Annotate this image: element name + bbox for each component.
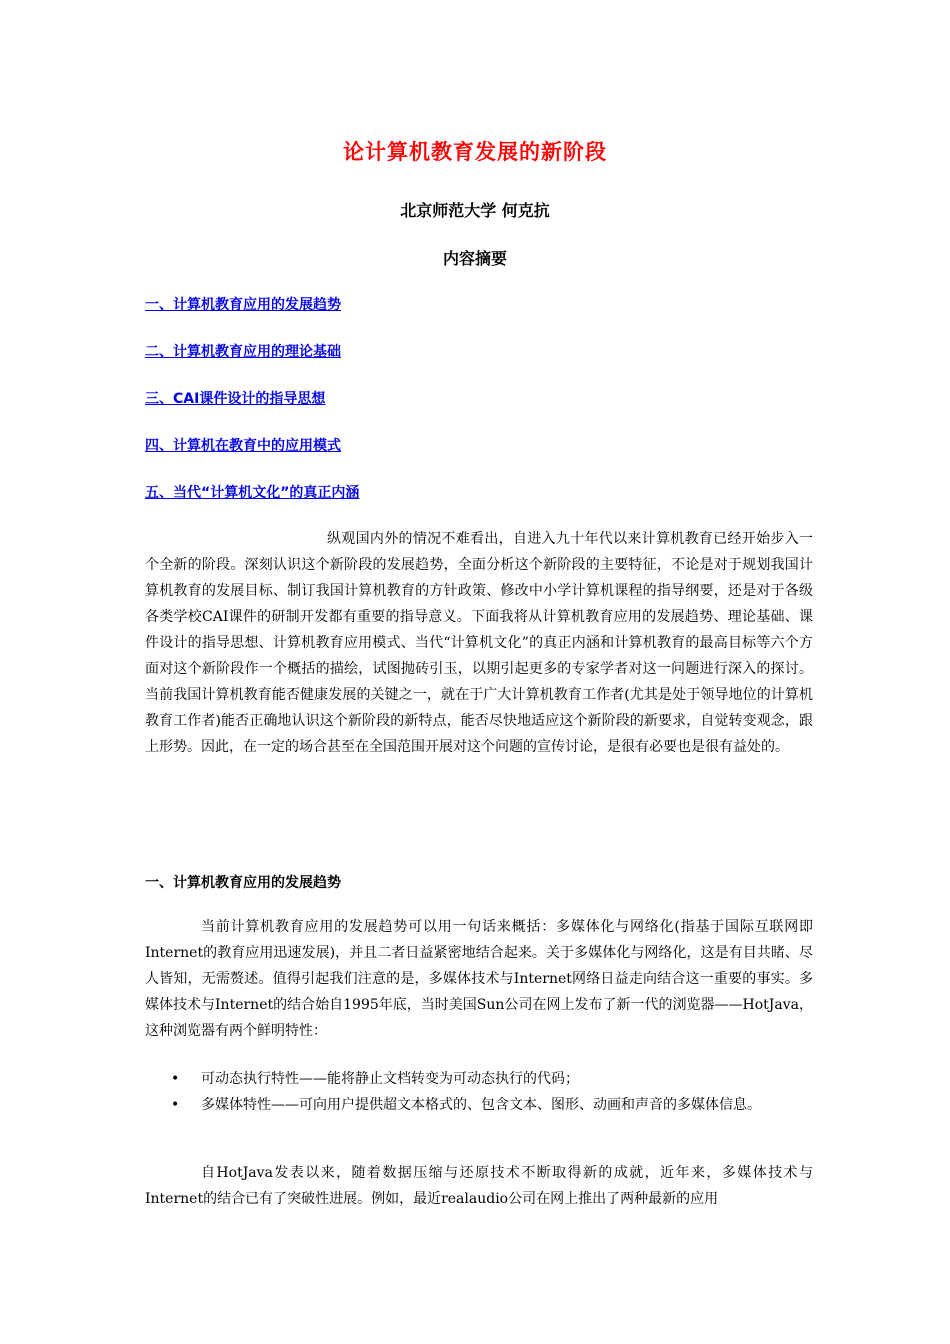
bullet-text: 可动态执行特性——能将静止文档转变为可动态执行的代码； bbox=[201, 1071, 579, 1087]
toc-link-3[interactable]: 三、CAI课件设计的指导思想 bbox=[145, 391, 326, 407]
document-title: 论计算机教育发展的新阶段 bbox=[343, 139, 607, 164]
table-of-contents bbox=[145, 294, 359, 529]
bullet-text: 多媒体特性——可向用户提供超文本格式的、包含文本、图形、动画和声音的多媒体信息。 bbox=[201, 1097, 761, 1113]
toc-item bbox=[145, 388, 359, 435]
toc-item bbox=[145, 435, 359, 482]
body-paragraph: 当前计算机教育应用的发展趋势可以用一句话来概括：多媒体化与网络化(指基于国际互联网即Internet的教育应用迅速发展)，并且二者日益紧密地结合起来。关于多媒体化与网络化，这是有目共睹、尽人皆知，无需赘述。值得引起我们注意的是，多媒体技术与Internet网络日益走向结合这一重要的事实。多媒体技术与Internet的结合始自1995年底，当时美国Sun公司在网上发布了新一代的浏览器——HotJava，这种浏览器有两个鲜明特性： bbox=[145, 919, 813, 1039]
toc-link-2[interactable]: 二、计算机教育应用的理论基础 bbox=[145, 344, 341, 360]
body-paragraph: 自HotJava发表以来，随着数据压缩与还原技术不断取得新的成就，近年来，多媒体技术与Internet的结合已有了突破性进展。例如，最近realaudio公司在网上推出了两种最新的应用 bbox=[145, 1165, 813, 1207]
bullet-item bbox=[145, 1066, 845, 1092]
bullet-icon: • bbox=[171, 1097, 180, 1113]
abstract-heading: 内容摘要 bbox=[442, 249, 507, 268]
bullet-item bbox=[145, 1092, 845, 1118]
toc-link-5[interactable]: 五、当代“计算机文化”的真正内涵 bbox=[145, 485, 360, 501]
toc-item bbox=[145, 341, 359, 388]
toc-link-1[interactable]: 一、计算机教育应用的发展趋势 bbox=[145, 297, 341, 313]
abstract-paragraph: 纵观国内外的情况不难看出，自进入九十年代以来计算机教育已经开始步入一个全新的阶段。深刻认识这个新阶段的发展趋势，全面分析这个新阶段的主要特征，不论是对于规划我国计算机教育的发展目标、制订我国计算机教育的方针政策、修改中小学计算机课程的指导纲要，还是对于各级各类学校CAI课件的研制开发都有重要的指导意义。下面我将从计算机教育应用的发展趋势、理论基础、课件设计的指导思想、计算机教育应用模式、当代“计算机文化”的真正内涵和计算机教育的最高目标等六个方面对这个新阶段作一个概括的描绘，试图抛砖引玉，以期引起更多的专家学者对这一问题进行深入的探讨。当前我国计算机教育能否健康发展的关键之一，就在于广大计算机教育工作者(尤其是处于领导地位的计算机教育工作者)能否正确地认识这个新阶段的新特点，能否尽快地适应这个新阶段的新要求，自觉转变观念，跟上形势。因此，在一定的场合甚至在全国范围开展对这个问题的宣传讨论，是很有必要也是很有益处的。 bbox=[145, 531, 813, 755]
toc-item bbox=[145, 482, 359, 529]
bullet-list bbox=[145, 1066, 845, 1118]
toc-item bbox=[145, 294, 359, 341]
bullet-icon: • bbox=[171, 1071, 180, 1087]
section-heading: 一、计算机教育应用的发展趋势 bbox=[145, 875, 341, 891]
author-line: 北京师范大学 何克抗 bbox=[400, 201, 550, 220]
toc-link-4[interactable]: 四、计算机在教育中的应用模式 bbox=[145, 438, 341, 454]
